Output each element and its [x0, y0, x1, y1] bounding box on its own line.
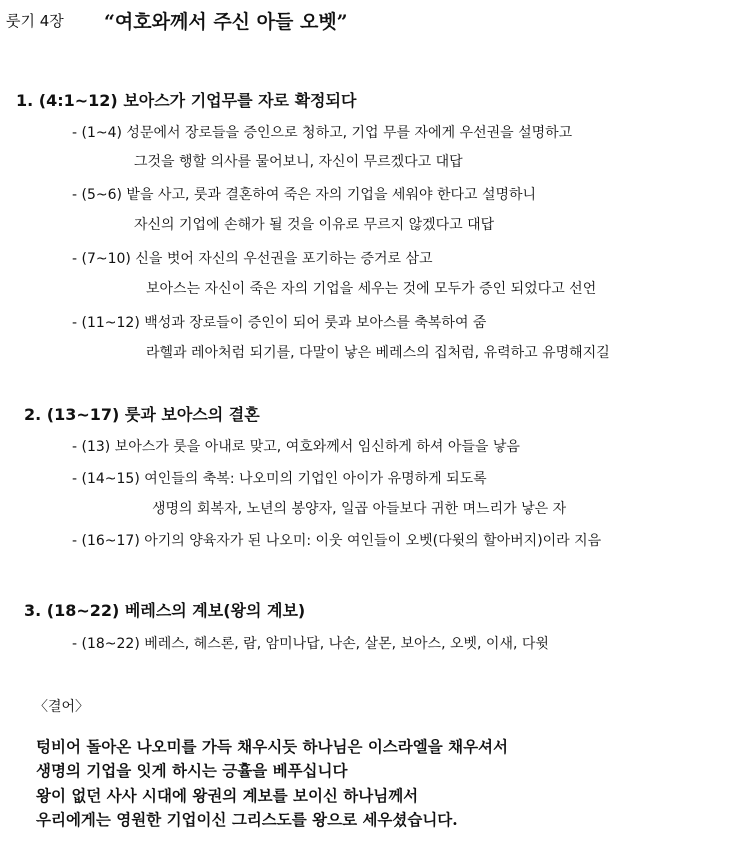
outline-line: 생명의 회복자, 노년의 봉양자, 일곱 아들보다 귀한 며느리가 낳은 자	[152, 501, 567, 517]
conclusion-label: 〈결어〉	[34, 699, 90, 715]
conclusion-line: 생명의 기업을 잇게 하시는 긍휼을 베푸십니다	[36, 761, 348, 780]
outline-line: - (13) 보아스가 룻을 아내로 맞고, 여호와께서 임신하게 하셔 아들을 낳음	[72, 439, 520, 455]
conclusion-line: 텅비어 돌아온 나오미를 가득 채우시듯 하나님은 이스라엘을 채우셔서	[36, 737, 508, 756]
section-heading-1: 1. (4:1~12) 보아스가 기업무를 자로 확정되다	[16, 91, 357, 110]
document-title: “여호와께서 주신 아들 오벳”	[104, 11, 348, 33]
outline-line: - (14~15) 여인들의 축복: 나오미의 기업인 아이가 유명하게 되도록	[72, 471, 487, 487]
outline-line: - (1~4) 성문에서 장로들을 증인으로 청하고, 기업 무를 자에게 우선권을 설명하고	[72, 125, 573, 141]
outline-line: - (16~17) 아기의 양육자가 된 나오미: 이웃 여인들이 오벳(다윗의 할아버지)이라 지음	[72, 533, 602, 549]
outline-line: - (18~22) 베레스, 헤스론, 람, 암미나답, 나손, 살몬, 보아스, 오벳, 이새, 다윗	[72, 636, 549, 652]
outline-line: 자신의 기업에 손해가 될 것을 이유로 무르지 않겠다고 대답	[134, 217, 495, 233]
section-heading-3: 3. (18~22) 베레스의 계보(왕의 계보)	[24, 601, 306, 620]
outline-line: 그것을 행할 의사를 물어보니, 자신이 무르겠다고 대답	[134, 154, 463, 170]
outline-line: 보아스는 자신이 죽은 자의 기업을 세우는 것에 모두가 증인 되었다고 선언	[146, 281, 597, 297]
outline-line: 라헬과 레아처럼 되기를, 다말이 낳은 베레스의 집처럼, 유력하고 유명해지길	[146, 345, 610, 361]
chapter-label: 룻기 4장	[6, 12, 64, 30]
outline-line: - (5~6) 밭을 사고, 룻과 결혼하여 죽은 자의 기업을 세워야 한다고 설명하니	[72, 187, 537, 203]
conclusion-line: 우리에게는 영원한 기업이신 그리스도를 왕으로 세우셨습니다.	[36, 810, 458, 829]
outline-line: - (7~10) 신을 벗어 자신의 우선권을 포기하는 증거로 삼고	[72, 251, 433, 267]
conclusion-line: 왕이 없던 사사 시대에 왕권의 계보를 보이신 하나님께서	[36, 786, 419, 805]
section-heading-2: 2. (13~17) 룻과 보아스의 결혼	[24, 405, 260, 424]
outline-line: - (11~12) 백성과 장로들이 증인이 되어 룻과 보아스를 축복하여 줌	[72, 315, 487, 331]
